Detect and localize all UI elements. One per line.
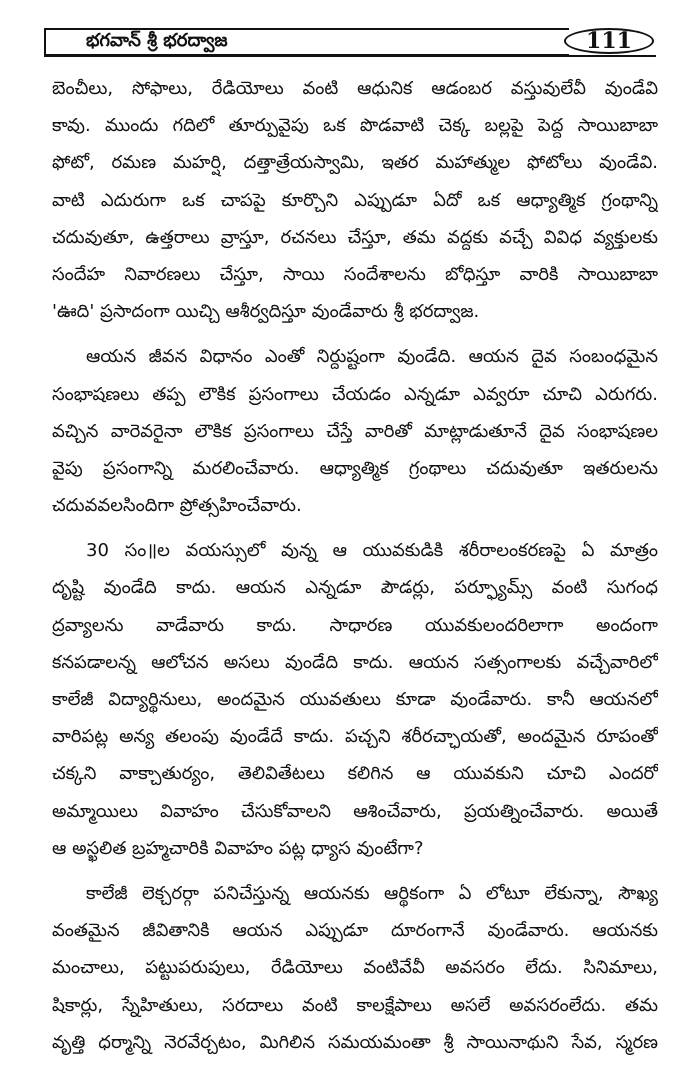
text-line: చదువవలసిందిగా ప్రోత్సహించేవారు. <box>52 495 302 517</box>
text-line: సంభాషణలు తప్ప లౌకిక ప్రసంగాలు చేయడం ఎన్నడూ ఎవ్వరూ చూచి ఎరుగరు. <box>52 383 658 405</box>
text-line: వారిపట్ల అన్య తలంపు వుండేదే కాదు. పచ్చని శరీరచ్ఛాయతో, అందమైన రూపంతో <box>52 726 658 748</box>
body-text <box>52 70 658 1069</box>
text-line: మంచాలు, పట్టుపరుపులు, రేడియోలు వంటివేవీ అవసరం లేదు. సినిమాలు, <box>52 957 658 979</box>
text-line: కావు. ముందు గదిలో తూర్పువైపు ఒక పొడవాటి చెక్క బల్లపై పెద్ద సాయిబాబా <box>52 115 658 137</box>
text-line: వంతమైన జీవితానికి ఆయన ఎప్పుడూ దూరంగానే వుండేవారు. ఆయనకు <box>52 920 658 942</box>
text-line: ద్రవ్యాలను వాడేవారు కాదు. సాధారణ యువకులందరిలాగా అందంగా <box>52 614 658 636</box>
text-line: బెంచీలు, సోఫాలు, రేడియోలు వంటి ఆధునిక ఆడంబర వస్తువులేవీ వుండేవి <box>52 78 658 99</box>
text-line: 'ఊది' ప్రసాదంగా యిచ్చి ఆశీర్వదిస్తూ వుండేవారు శ్రీ భరద్వాజ. <box>52 301 480 323</box>
text-line: వాటి ఎదురుగా ఒక చాపపై కూర్చొని ఎప్పుడూ ఏదో ఒక ఆధ్యాత్మిక గ్రంథాన్ని <box>52 189 658 211</box>
text-line: దృష్టి వుండేది కాదు. ఆయన ఎన్నడూ పౌడర్లు, పర్ఫ్యూమ్స్ వంటి సుగంధ <box>52 577 658 599</box>
page-header <box>44 28 656 58</box>
page-number-badge <box>564 28 658 56</box>
text-line: కాలేజీ విద్యార్థినులు, అందమైన యువతులు కూడా వుండేవారు. కానీ ఆయనలో <box>52 689 658 710</box>
paragraph <box>52 338 658 524</box>
header-rule <box>44 55 656 57</box>
paragraph <box>52 875 658 1061</box>
text-line: సందేహ నివారణలు చేస్తూ, సాయి సందేశాలను బోధిస్తూ వారికి సాయిబాబా <box>52 263 658 285</box>
page-number: 111 <box>586 28 632 54</box>
text-line: వైపు ప్రసంగాన్ని మరలించేవారు. ఆధ్యాత్మిక గ్రంథాలు చదువుతూ ఇతరులను <box>52 457 658 479</box>
text-line: చదువుతూ, ఉత్తరాలు వ్రాస్తూ, రచనలు చేస్తూ, తమ వద్దకు వచ్చే వివిధ వ్యక్తులకు <box>52 226 658 248</box>
text-line: చక్కని వాక్చాతుర్యం, తెలివితేటలు కలిగిన ఆ యువకుని చూచి ఎందరో <box>52 763 658 785</box>
text-line: వృత్తి ధర్మాన్ని నెరవేర్చటం, మిగిలిన సమయమంతా శ్రీ సాయినాథుని సేవ, స్మరణ <box>52 1031 658 1053</box>
paragraph <box>52 70 658 330</box>
text-line: ఆయన జీవన విధానం ఎంతో నిర్దుష్టంగా వుండేది. ఆయన దైవ సంబంధమైన <box>86 346 658 368</box>
text-line: 30 సం॥ల వయస్సులో వున్న ఆ యువకుడికి శరీరాలంకరణపై ఏ మాత్రం <box>86 540 658 562</box>
running-title: భగవాన్ శ్రీ భరద్వాజ <box>86 30 228 51</box>
text-line: షికార్లు, స్నేహితులు, సరదాలు వంటి కాలక్షేపాలు అసలే అవసరంలేదు. తమ <box>52 994 658 1016</box>
paragraph <box>52 532 658 867</box>
text-line: అమ్మాయిలు వివాహం చేసుకోవాలని ఆశించేవారు, ప్రయత్నించేవారు. అయితే <box>52 800 658 822</box>
text-line: వచ్చిన వారెవరైనా లౌకిక ప్రసంగాలు చేస్తే వారితో మాట్లాడుతూనే దైవ సంభాషణల <box>52 420 658 442</box>
text-line: ఆ అస్ఖలిత బ్రహ్మచారికి వివాహం పట్ల ధ్యాస వుంటేగా? <box>52 837 424 859</box>
text-line: ఫోటో, రమణ మహర్షి, దత్తాత్రేయస్వామి, ఇతర మహాత్ముల ఫోటోలు వుండేవి. <box>52 152 658 174</box>
text-line: కనపడాలన్న ఆలోచన అసలు వుండేది కాదు. ఆయన సత్సంగాలకు వచ్చేవారిలో <box>52 651 658 673</box>
text-line: కాలేజీ లెక్చరర్గా పనిచేస్తున్న ఆయనకు ఆర్థికంగా ఏ లోటూ లేకున్నా, సౌఖ్య <box>86 882 658 904</box>
